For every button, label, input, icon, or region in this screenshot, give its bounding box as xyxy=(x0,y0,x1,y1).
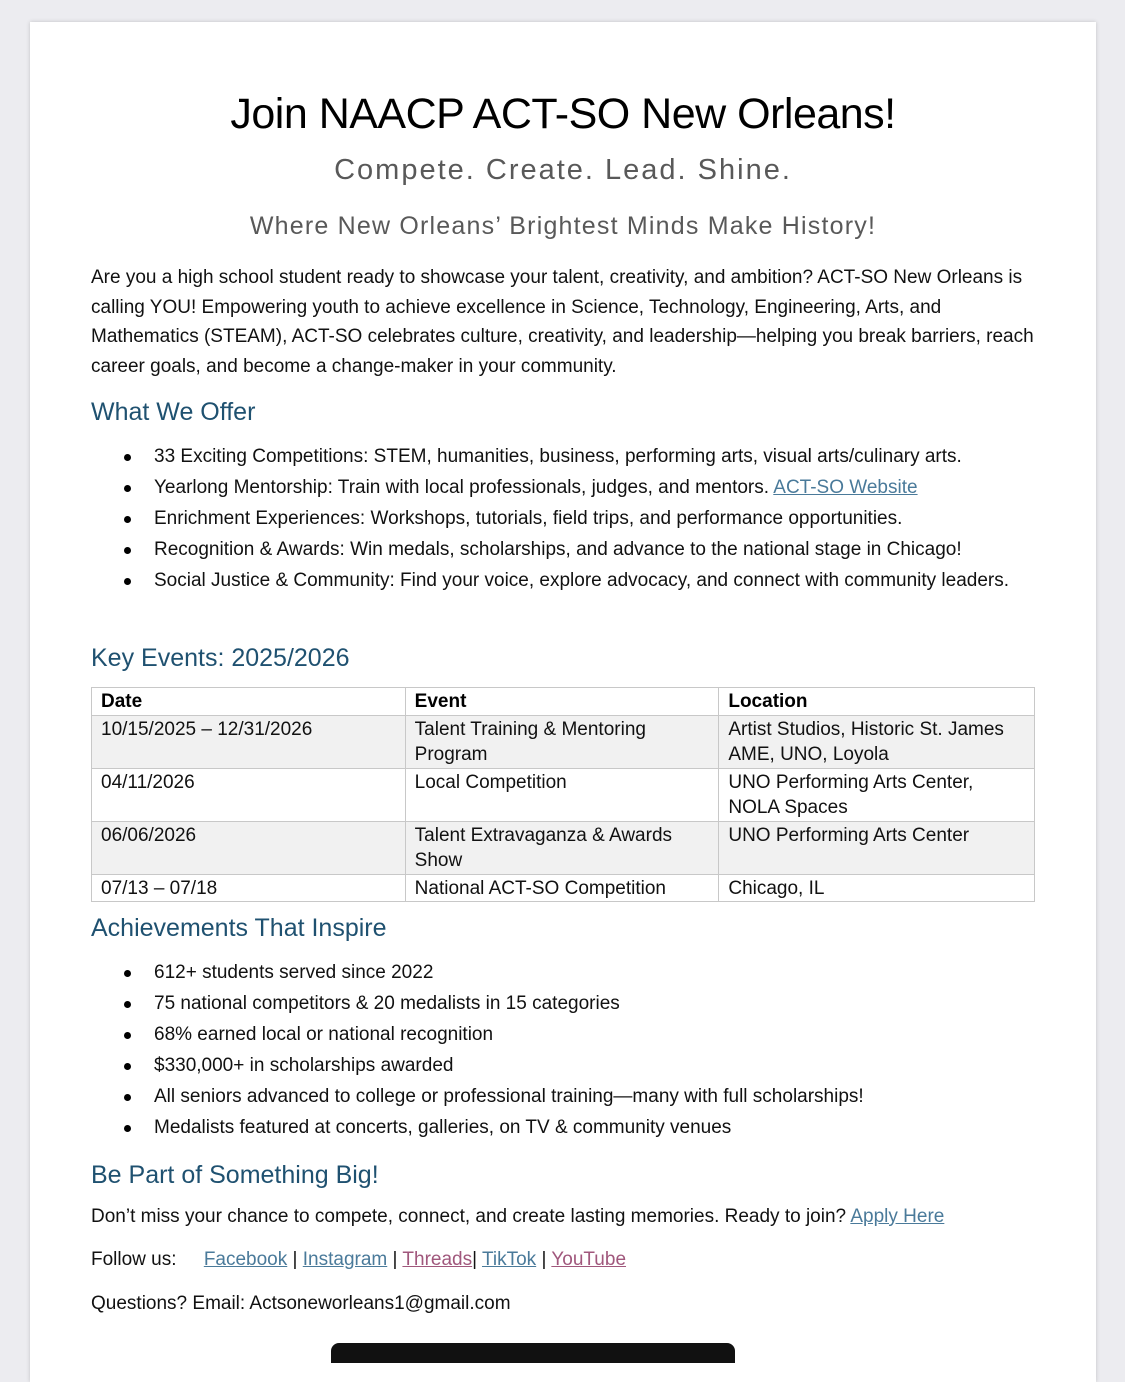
list-item: Yearlong Mentorship: Train with local professionals, judges, and mentors. ACT-SO Website xyxy=(91,473,1035,502)
table-row xyxy=(92,821,1035,874)
event-location: UNO Performing Arts Center xyxy=(719,821,1035,874)
event-date: 10/15/2025 – 12/31/2026 xyxy=(92,715,406,768)
table-row xyxy=(92,768,1035,821)
event-location: UNO Performing Arts Center, NOLA Spaces xyxy=(719,768,1035,821)
column-header-date: Date xyxy=(92,688,406,716)
join-heading: Be Part of Something Big! xyxy=(91,1161,379,1189)
actso-website-link[interactable]: ACT-SO Website xyxy=(773,477,918,498)
events-heading: Key Events: 2025/2026 xyxy=(91,644,350,672)
list-item: $330,000+ in scholarships awarded xyxy=(91,1051,1035,1080)
bottom-toolbar[interactable] xyxy=(331,1343,735,1363)
list-item: 33 Exciting Competitions: STEM, humanities, business, performing arts, visual arts/culinary arts. xyxy=(91,442,1035,471)
follow-us xyxy=(91,1249,626,1271)
follow-label: Follow us: xyxy=(91,1249,177,1270)
list-item: 612+ students served since 2022 xyxy=(91,958,1035,987)
achievements-heading: Achievements That Inspire xyxy=(91,914,387,942)
tagline: Compete. Create. Lead. Shine. xyxy=(334,154,792,186)
apply-here-link[interactable]: Apply Here xyxy=(850,1206,945,1227)
achievements-list xyxy=(91,958,1035,1144)
join-paragraph: Don’t miss your chance to compete, connect, and create lasting memories. Ready to join? Apply Here xyxy=(91,1206,945,1227)
tiktok-link[interactable]: TikTok xyxy=(481,1249,537,1270)
column-header-location: Location xyxy=(719,688,1035,716)
table-row xyxy=(92,874,1035,902)
separator: | xyxy=(392,1249,398,1270)
list-item: Social Justice & Community: Find your voice, explore advocacy, and connect with community leaders. xyxy=(91,566,1035,595)
list-item: Medalists featured at concerts, galleries, on TV & community venues xyxy=(91,1113,1035,1142)
offer-list xyxy=(91,442,1035,597)
list-item: All seniors advanced to college or professional training—many with full scholarships! xyxy=(91,1082,1035,1111)
intro-paragraph: Are you a high school student ready to showcase your talent, creativity, and ambition? ACT-SO New Orleans is calling YOU! Empowering youth to achieve excellence in Science, Technology, Engineering, Arts, and Mathematics (STEAM), ACT-SO celebrates culture, creativity, and leadership—helping you break barriers, reach career goals, and become a change-maker in your community. xyxy=(91,267,1034,377)
page-title: Join NAACP ACT-SO New Orleans! xyxy=(230,90,896,138)
event-location: Chicago, IL xyxy=(719,874,1035,902)
column-header-event: Event xyxy=(405,688,719,716)
offer-heading: What We Offer xyxy=(91,398,256,426)
separator: | xyxy=(541,1249,547,1270)
separator: | xyxy=(292,1249,298,1270)
subtagline: Where New Orleans’ Brightest Minds Make History! xyxy=(249,212,877,240)
list-item: 68% earned local or national recognition xyxy=(91,1020,1035,1049)
event-name: National ACT-SO Competition xyxy=(405,874,719,902)
facebook-link[interactable]: Facebook xyxy=(203,1249,288,1270)
separator: | xyxy=(472,1249,478,1270)
list-item: Recognition & Awards: Win medals, scholarships, and advance to the national stage in Chicago! xyxy=(91,535,1035,564)
instagram-link[interactable]: Instagram xyxy=(302,1249,388,1270)
list-item: Enrichment Experiences: Workshops, tutorials, field trips, and performance opportunities. xyxy=(91,504,1035,533)
event-name: Talent Training & Mentoring Program xyxy=(405,715,719,768)
contact-email: Questions? Email: Actsoneworleans1@gmail.com xyxy=(91,1293,511,1314)
document-page xyxy=(30,22,1096,1382)
event-location: Artist Studios, Historic St. James AME, UNO, Loyola xyxy=(719,715,1035,768)
threads-link[interactable]: Threads xyxy=(402,1249,473,1270)
events-table xyxy=(91,687,1035,902)
table-row xyxy=(92,715,1035,768)
event-date: 07/13 – 07/18 xyxy=(92,874,406,902)
list-item: 75 national competitors & 20 medalists in 15 categories xyxy=(91,989,1035,1018)
event-date: 06/06/2026 xyxy=(92,821,406,874)
youtube-link[interactable]: YouTube xyxy=(551,1249,627,1270)
table-header-row xyxy=(92,688,1035,716)
event-date: 04/11/2026 xyxy=(92,768,406,821)
event-name: Talent Extravaganza & Awards Show xyxy=(405,821,719,874)
event-name: Local Competition xyxy=(405,768,719,821)
